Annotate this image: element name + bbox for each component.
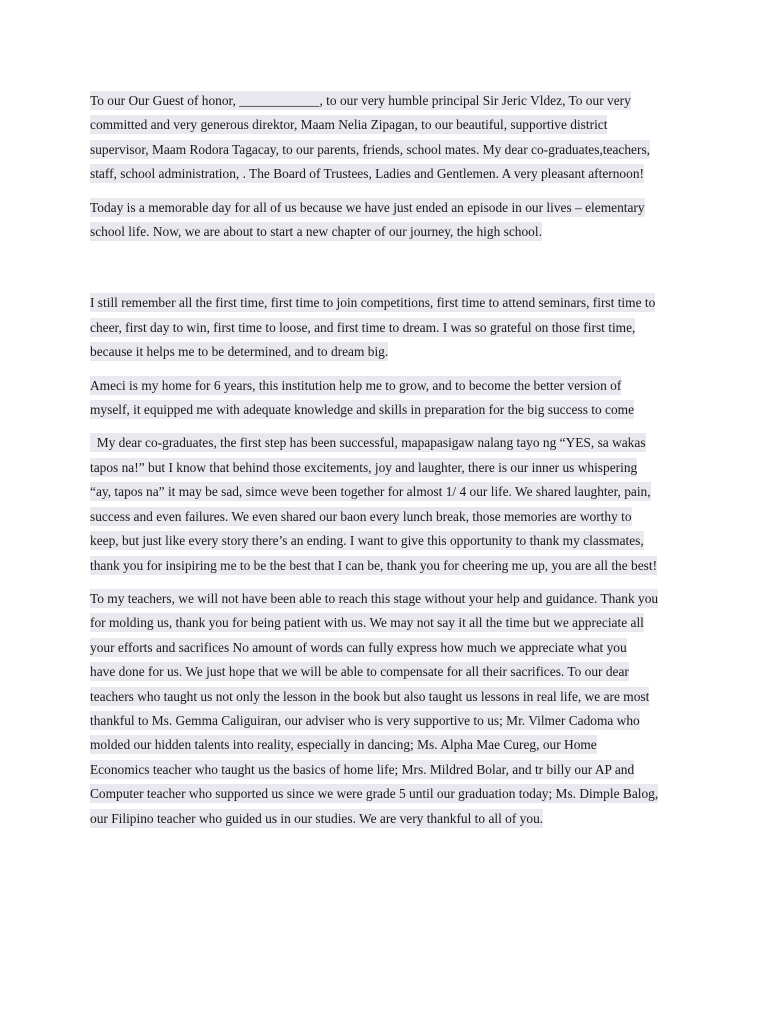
paragraph-first-time <box>90 291 680 364</box>
paragraph-greeting <box>90 89 680 187</box>
text-line: success and even failures. We even shared our baon every lunch break, those memories are worthy to <box>90 508 632 524</box>
text-line: molded our hidden talents into reality, especially in dancing; Ms. Alpha Mae Cureg, our Home <box>90 737 597 753</box>
text-line: keep, but just like every story there’s an ending. I want to give this opportunity to thank my classmates, <box>90 533 644 549</box>
text-line: Ameci is my home for 6 years, this institution help me to grow, and to become the better version of <box>90 377 622 393</box>
text-line: committed and very generous direktor, Maam Nelia Zipagan, to our beautiful, supportive district <box>90 117 608 133</box>
text-line: thankful to Ms. Gemma Caliguiran, our adviser who is very supportive to us; Mr. Vilmer Cadoma who <box>90 712 640 728</box>
text-line: cheer, first day to win, first time to loose, and first time to dream. I was so grateful on those first time, <box>90 319 636 335</box>
text-line: staff, school administration, . The Board of Trustees, Ladies and Gentlemen. A very pleasant afternoon! <box>90 166 644 182</box>
text-line: To my teachers, we will not have been able to reach this stage without your help and guidance. Thank you <box>90 590 659 606</box>
text-line: Economics teacher who taught us the basics of home life; Mrs. Mildred Bolar, and tr billy our AP and <box>90 761 635 777</box>
text-line: school life. Now, we are about to start a new chapter of our journey, the high school. <box>90 224 542 240</box>
text-line: supervisor, Maam Rodora Tagacay, to our parents, friends, school mates. My dear co-graduates,teachers, <box>90 141 650 157</box>
text-line: I still remember all the first time, first time to join competitions, first time to attend seminars, first time to <box>90 295 656 311</box>
text-line: “ay, tapos na” it may be sad, simce weve been together for almost 1/ 4 our life. We shared laughter, pain, <box>90 484 651 500</box>
paragraph-co-graduates <box>90 431 680 577</box>
paragraph-memorable-day <box>90 196 680 245</box>
text-line: because it helps me to be determined, and to dream big. <box>90 344 389 360</box>
text-line: myself, it equipped me with adequate knowledge and skills in preparation for the big success to come <box>90 402 635 418</box>
text-line: To our Our Guest of honor, ____________, to our very humble principal Sir Jeric Vldez, To our very <box>90 93 631 108</box>
text-line: tapos na!” but I know that behind those excitements, joy and laughter, there is our inner us whispering <box>90 459 638 475</box>
text-line: My dear co-graduates, the first step has been successful, mapapasigaw nalang tayo ng “YES, sa wakas <box>90 435 646 451</box>
paragraph-ameci <box>90 374 680 423</box>
paragraph-teachers <box>90 587 680 831</box>
text-line: teachers who taught us not only the lesson in the book but also taught us lessons in real life, we are most <box>90 688 650 704</box>
text-line: have done for us. We just hope that we will be able to compensate for all their sacrifices. To our dear <box>90 664 629 680</box>
text-line: our Filipino teacher who guided us in our studies. We are very thankful to all of you. <box>90 810 544 826</box>
text-line: Computer teacher who supported us since we were grade 5 until our graduation today; Ms. Dimple Balog, <box>90 786 659 802</box>
document-page <box>90 89 680 840</box>
text-line: your efforts and sacrifices No amount of words can fully express how much we appreciate what you <box>90 639 627 655</box>
text-line: for molding us, thank you for being patient with us. We may not say it all the time but we appreciate all <box>90 615 644 631</box>
text-line: thank you for insipiring me to be the best that I can be, thank you for cheering me up, you are all the best! <box>90 557 658 573</box>
text-line: Today is a memorable day for all of us because we have just ended an episode in our lives – elementary <box>90 199 645 215</box>
